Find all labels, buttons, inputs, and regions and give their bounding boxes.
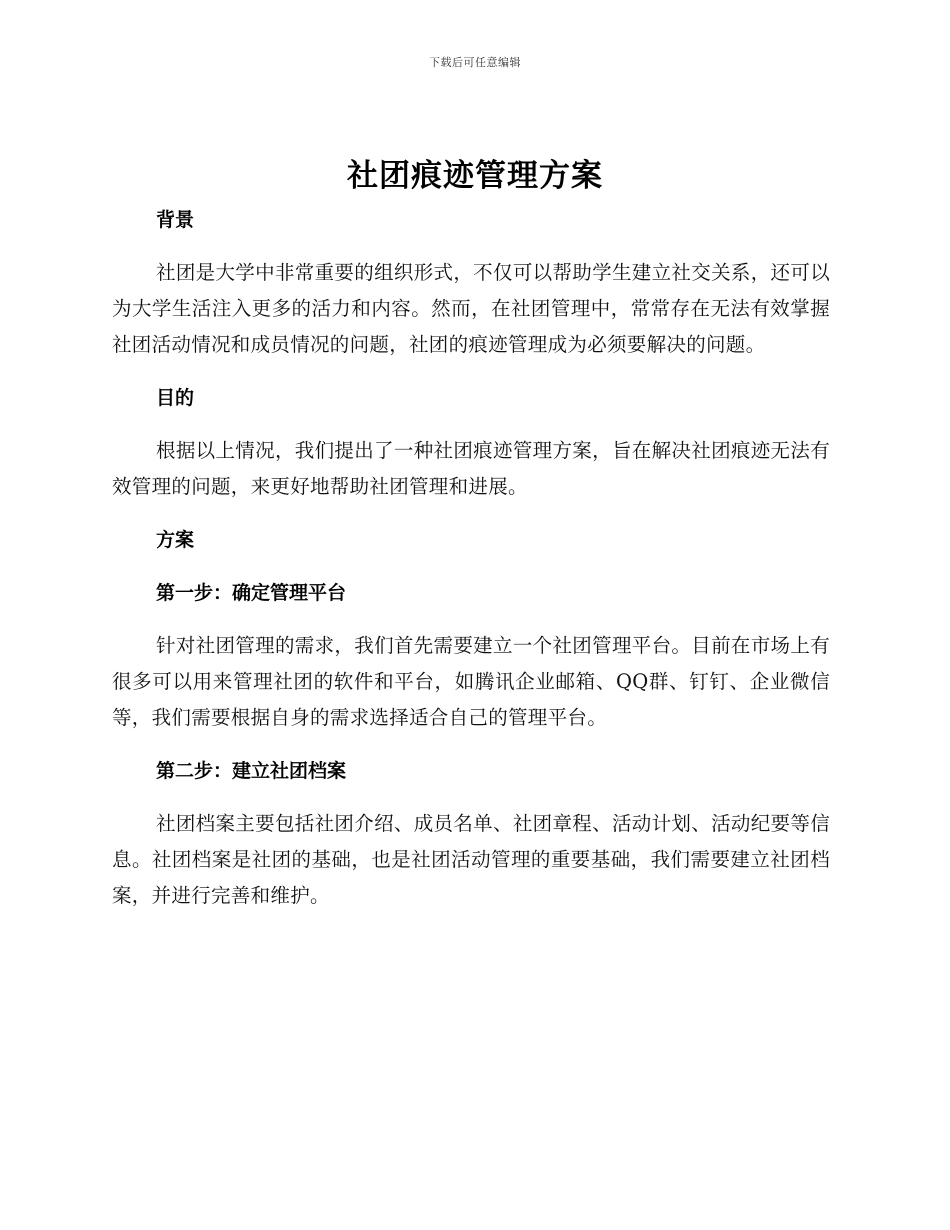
section-heading-background: 背景 (156, 209, 195, 231)
section-heading-step-one: 第一步：确定管理平台 (156, 582, 347, 604)
section-heading-step-two: 第二步：建立社团档案 (156, 760, 347, 782)
document-body (112, 202, 830, 914)
section-paragraph-step-one: 针对社团管理的需求，我们首先需要建立一个社团管理平台。目前在市场上有很多可以用来管理社团的软件和平台，如腾讯企业邮箱、QQ群、钉钉、企业微信等，我们需要根据自身的需求选择适合自己的管理平台。 (112, 634, 830, 729)
section-heading-plan: 方案 (156, 529, 195, 551)
section-paragraph-purpose: 根据以上情况，我们提出了一种社团痕迹管理方案，旨在解决社团痕迹无法有效管理的问题，来更好地帮助社团管理和进展。 (112, 439, 830, 498)
page-header-note: 下载后可任意编辑 (429, 56, 521, 69)
section-heading-purpose: 目的 (156, 387, 195, 409)
section-paragraph-background: 社团是大学中非常重要的组织形式，不仅可以帮助学生建立社交关系，还可以为大学生活注入更多的活力和内容。然而，在社团管理中，常常存在无法有效掌握社团活动情况和成员情况的问题，社团的痕迹管理成为必须要解决的问题。 (112, 261, 830, 356)
section-paragraph-step-two: 社团档案主要包括社团介绍、成员名单、社团章程、活动计划、活动纪要等信息。社团档案是社团的基础，也是社团活动管理的重要基础，我们需要建立社团档案，并进行完善和维护。 (112, 812, 830, 907)
page-title: 社团痕迹管理方案 (347, 158, 603, 194)
